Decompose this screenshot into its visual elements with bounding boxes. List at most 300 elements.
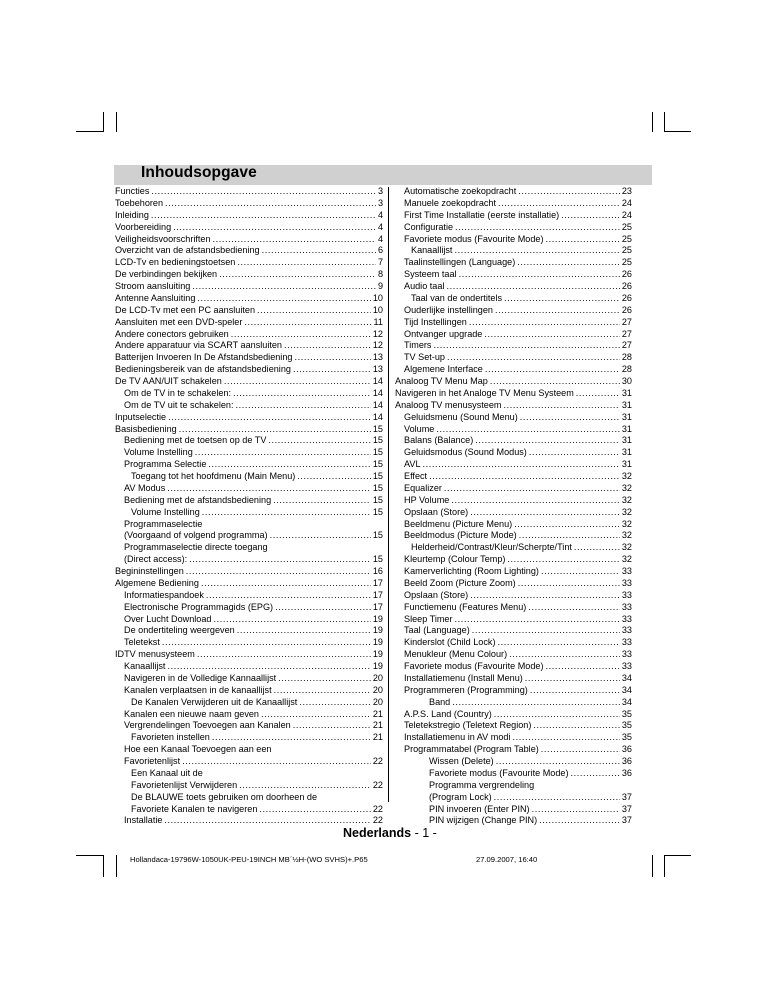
toc-leader-dots [429,471,620,483]
crop-mark [76,131,103,132]
toc-entry [395,519,632,531]
toc-leader-dots [233,388,371,400]
toc-entry [115,424,383,436]
toc-entry [395,234,632,246]
toc-entry-label: Een Kanaal uit de [131,767,203,778]
toc-leader-dots [213,234,376,246]
toc-entry-label: Andere apparatuur via SCART aansluiten [115,340,282,351]
toc-entry-label: Programmeren (Programming) [404,684,528,695]
toc-entry [115,293,383,305]
toc-entry-label: Geluidsmodus (Sound Modus) [404,447,527,458]
toc-entry [395,602,632,614]
toc-entry-page: 31 [621,459,632,470]
toc-entry-page: 31 [621,423,632,434]
toc-entry-label: AV Modus [124,482,166,493]
toc-entry-label: Kinderslot (Child Lock) [404,637,496,648]
toc-leader-dots [454,245,619,257]
toc-entry-label: Ontvanger upgrade [404,328,483,339]
toc-entry-label: Programma vergrendeling [429,779,535,790]
toc-entry-label: Opslaan (Store) [404,506,469,517]
toc-entry [395,245,632,257]
toc-leader-dots [275,602,371,614]
toc-leader-dots [539,815,620,827]
toc-entry-label: Audio taal [404,281,445,291]
toc-leader-dots [273,495,371,507]
toc-entry-page: 36 [621,756,632,766]
toc-entry-page: 37 [621,803,632,814]
toc-leader-dots [297,471,371,483]
toc-entry-label: HP Volume [404,494,450,505]
toc-entry-label: (Program Lock) [429,791,492,802]
toc-leader-dots [197,293,370,305]
toc-leader-dots [268,435,370,447]
toc-entry-label: Andere conectors gebruiken [115,328,229,339]
toc-entry-label: Vergrendelingen Toevoegen aan Kanalen [124,720,291,731]
toc-entry-page: 24 [621,197,632,208]
toc-entry-label: Programmatabel (Program Table) [404,744,539,755]
toc-entry-label: Configuratie [404,221,454,232]
toc-entry [115,637,383,649]
toc-entry-page: 34 [621,684,632,695]
toc-entry-label: Basisbediening [115,423,177,434]
toc-entry [115,720,383,732]
crop-mark [652,855,653,877]
toc-leader-dots [436,424,620,436]
toc-leader-dots [261,709,371,721]
toc-leader-dots [319,792,381,804]
toc-entry-page: 27 [621,328,632,339]
toc-leader-dots [470,507,620,519]
toc-entry-label: PIN wijzigen (Change PIN) [429,815,538,826]
toc-entry [395,566,632,578]
toc-leader-dots [447,352,620,364]
toc-entry-page: 26 [621,269,632,280]
toc-entry-page: 32 [621,530,632,541]
toc-entry [115,685,383,697]
toc-leader-dots [205,768,381,780]
toc-entry-page: 25 [621,221,632,232]
toc-entry-label: Favoriete modus (Favourite Mode) [404,233,544,244]
toc-entry [395,673,632,685]
toc-entry-page: 32 [621,482,632,493]
toc-leader-dots [293,364,371,376]
toc-entry-page: 10 [372,304,383,315]
toc-entry-label: Algemene Interface [404,364,483,375]
toc-entry-page: 4 [377,233,383,244]
toc-entry-page: 33 [621,601,632,612]
toc-entry-page: 33 [621,649,632,660]
toc-entry [115,554,383,566]
toc-entry [395,578,632,590]
toc-leader-dots [469,317,620,329]
toc-entry [395,459,632,471]
toc-entry-label: Systeem taal [404,269,457,280]
toc-entry [115,412,383,424]
toc-entry-page: 34 [621,672,632,683]
toc-entry-label: Informatiespandoek [124,589,204,600]
toc-leader-dots [189,554,371,566]
toc-leader-dots [186,566,371,578]
toc-leader-dots [208,459,370,471]
toc-entry-label: Favorietenlijst [124,756,181,766]
toc-entry-label: Overzicht van de afstandsbediening [115,245,260,256]
toc-entry-label: Taal (Language) [404,625,470,636]
toc-entry [395,400,632,412]
toc-entry-label: Geluidsmenu (Sound Menu) [404,411,518,422]
toc-entry-page: 31 [621,387,632,398]
toc-leader-dots [485,364,620,376]
toc-leader-dots [451,495,620,507]
toc-entry-label: Wissen (Delete) [429,756,494,766]
toc-entry-label: Programmaselectie directe toegang [124,542,268,553]
toc-entry [115,340,383,352]
toc-leader-dots [509,649,620,661]
toc-leader-dots [518,186,620,198]
toc-entry-label: De ondertiteling weergeven [124,625,235,636]
toc-entry-page: 32 [621,494,632,505]
toc-leader-dots [167,661,370,673]
toc-entry-label: Veiligheidsvoorschriften [115,233,211,244]
toc-leader-dots [433,340,619,352]
toc-entry [115,376,383,388]
toc-entry [115,578,383,590]
toc-entry [115,329,383,341]
toc-entry-page: 25 [621,233,632,244]
toc-entry-label: (Voorgaand of volgend programma) [124,530,268,541]
toc-leader-dots [192,281,376,293]
toc-entry-page: 11 [373,316,383,327]
toc-entry-label: Menukleur (Menu Colour) [404,649,508,660]
toc-entry [115,566,383,578]
toc-entry [115,483,383,495]
toc-entry-page: 31 [621,411,632,422]
toc-entry-page: 33 [621,566,632,576]
toc-entry-page: 31 [621,399,632,410]
toc-leader-dots [244,317,371,329]
toc-entry-page: 32 [621,542,632,553]
toc-entry [115,709,383,721]
toc-entry-page: 21 [372,708,383,719]
toc-entry [395,222,632,234]
crop-mark [664,855,665,877]
toc-entry [395,530,632,542]
toc-entry-label: Algemene Bediening [115,577,199,588]
toc-entry-page: 22 [372,779,383,790]
toc-leader-dots [182,756,371,768]
toc-leader-dots [452,697,620,709]
toc-leader-dots [262,245,376,257]
toc-leader-dots [197,649,371,661]
toc-leader-dots [284,340,371,352]
toc-entry [395,495,632,507]
toc-entry [115,649,383,661]
toc-entry-label: Analoog TV Menu Map [395,376,488,386]
crop-mark [76,855,103,856]
toc-leader-dots [213,614,370,626]
toc-entry-page: 26 [621,292,632,303]
toc-entry-page: 33 [621,661,632,671]
toc-entry-page: 15 [372,459,383,470]
print-slug-date: 27.09.2007, 16:40 [476,855,538,864]
toc-entry [395,590,632,602]
toc-entry-page: 10 [372,292,383,303]
toc-entry [395,376,632,388]
toc-entry-label: Favorietenlijst Verwijderen [131,779,238,790]
toc-entry-label: Kanaallijst [124,661,166,671]
toc-leader-dots [525,673,620,685]
toc-entry [395,186,632,198]
crop-mark [116,855,117,877]
toc-entry-label: Teletekstregio (Teletext Region) [404,720,532,731]
toc-entry [115,435,383,447]
toc-entry-label: First Time Installatie (eerste installatie) [404,209,560,220]
toc-entry [395,649,632,661]
toc-entry-label: Ouderlijke instellingen [404,304,493,315]
toc-entry [395,317,632,329]
toc-entry-label: Kamerverlichting (Room Lighting) [404,566,539,576]
toc-leader-dots [541,744,620,756]
toc-entry-label: Om de TV in te schakelen: [124,387,231,398]
toc-entry-page: 19 [372,661,383,671]
toc-leader-dots [484,329,620,341]
toc-entry-page: 6 [377,245,383,256]
toc-entry-page: 13 [372,364,383,375]
toc-entry-page: 15 [372,447,383,458]
toc-leader-dots [571,768,620,780]
toc-left-column [115,186,383,827]
toc-leader-dots [173,222,376,234]
toc-entry [395,435,632,447]
toc-entry [115,388,383,400]
toc-entry-label: Kanalen verplaatsen in de kanaallijst [124,684,272,695]
toc-entry [395,257,632,269]
toc-entry [115,234,383,246]
toc-entry [395,198,632,210]
toc-entry-page: 15 [372,423,383,434]
toc-entry-page: 19 [372,613,383,624]
toc-entry [395,661,632,673]
toc-leader-dots [204,519,381,531]
crop-mark [116,112,117,132]
toc-leader-dots [455,614,620,626]
toc-leader-dots [239,780,371,792]
toc-leader-dots [519,530,620,542]
toc-entry-label: Begininstellingen [115,566,184,576]
toc-entry-page: 28 [621,352,632,363]
toc-entry-page: 37 [621,815,632,826]
toc-entry-label: Favoriete modus (Favourite Mode) [429,767,569,778]
toc-entry-page: 37 [621,791,632,802]
toc-entry-page: 8 [377,269,383,280]
toc-entry-label: Om de TV uit te schakelen: [124,399,234,410]
toc-leader-dots [274,685,371,697]
toc-entry-label: Bedieningsbereik van de afstandsbediening [115,364,291,375]
toc-leader-dots [504,400,620,412]
toc-leader-dots [574,542,620,554]
toc-entry-page: 15 [372,530,383,541]
toc-entry-page: 35 [621,720,632,731]
toc-entry-page: 33 [621,589,632,600]
toc-entry-label: Band [429,696,451,707]
toc-entry-page: 27 [621,340,632,351]
toc-entry-page: 13 [372,352,383,363]
toc-leader-dots [507,554,619,566]
toc-entry [115,257,383,269]
toc-entry [395,281,632,293]
toc-leader-dots [536,780,630,792]
toc-entry-label: Bediening met de afstandsbediening [124,494,272,505]
toc-leader-dots [530,685,620,697]
crop-mark [664,855,691,856]
toc-entry-label: De TV AAN/UIT schakelen [115,376,222,386]
toc-entry [395,804,632,816]
toc-entry-page: 33 [621,577,632,588]
toc-entry-page: 15 [372,471,383,481]
toc-entry-label: Stroom aansluiting [115,281,191,291]
toc-entry-page: 31 [621,447,632,458]
toc-leader-dots [561,210,620,222]
toc-entry [115,519,383,531]
toc-leader-dots [219,269,376,281]
toc-leader-dots [237,625,371,637]
toc-entry [115,602,383,614]
toc-entry-label: Installatiemenu in AV modi [404,732,511,743]
crop-mark [664,131,691,132]
toc-entry-label: Programma Selectie [124,459,207,470]
toc-entry [395,483,632,495]
toc-entry-page: 15 [372,506,383,517]
toc-entry-page: 14 [372,399,383,410]
toc-entry-page: 28 [621,364,632,375]
toc-entry [115,471,383,483]
toc-entry [115,780,383,792]
toc-entry-page: 15 [372,554,383,565]
toc-entry-label: Favorieten instellen [131,732,210,743]
toc-entry-label: A.P.S. Land (Country) [404,708,492,719]
toc-entry [395,792,632,804]
toc-entry-label: TV Set-up [404,352,445,363]
toc-entry-label: (Direct access): [124,554,188,565]
toc-entry [395,625,632,637]
toc-entry [395,293,632,305]
toc-entry-page: 19 [372,649,383,660]
toc-leader-dots [195,447,371,459]
toc-entry-page: 15 [372,482,383,493]
crop-mark [652,112,653,132]
toc-entry-label: Bediening met de toetsen op de TV [124,435,267,446]
toc-entry-label: Manuele zoekopdracht [404,197,497,208]
toc-leader-dots [514,519,620,531]
toc-entry-page: 35 [621,732,632,743]
toc-entry-label: Kleurtemp (Colour Temp) [404,554,506,565]
toc-leader-dots [546,234,620,246]
toc-entry [395,507,632,519]
toc-entry-label: Navigeren in het Analoge TV Menu Systeem [395,387,574,398]
toc-entry [395,471,632,483]
toc-entry [115,804,383,816]
toc-leader-dots [533,720,620,732]
toc-leader-dots [546,661,620,673]
toc-leader-dots [494,709,620,721]
toc-entry-page: 22 [372,803,383,814]
crop-mark [664,112,665,132]
toc-leader-dots [231,329,371,341]
toc-entry-page: 25 [621,257,632,268]
toc-entry-label: Functiemenu (Features Menu) [404,601,527,612]
toc-entry-label: Tijd Instellingen [404,316,467,327]
toc-entry [115,222,383,234]
toc-leader-dots [576,388,620,400]
toc-entry-label: Beeldmodus (Picture Mode) [404,530,517,541]
toc-leader-dots [528,602,620,614]
toc-entry-page: 25 [621,245,632,256]
toc-entry [395,210,632,222]
toc-entry [395,554,632,566]
toc-entry-page: 33 [621,613,632,624]
toc-entry-page: 16 [372,566,383,576]
toc-entry [395,756,632,768]
toc-leader-dots [459,269,620,281]
toc-entry-page: 15 [372,494,383,505]
toc-entry-page: 22 [372,815,383,826]
toc-leader-dots [498,198,620,210]
toc-entry-page: 23 [621,186,632,196]
toc-entry-label: Antenne Aansluiting [115,292,196,303]
toc-entry-page: 20 [372,696,383,707]
toc-leader-dots [470,590,620,602]
toc-entry [395,329,632,341]
toc-entry-label: De BLAUWE toets gebruiken om doorheen de [131,791,318,802]
toc-leader-dots [497,637,619,649]
toc-leader-dots [179,424,371,436]
toc-leader-dots [257,305,371,317]
toc-entry-label: Volume Instelling [131,506,200,517]
toc-leader-dots [278,673,371,685]
toc-entry-page: 35 [621,708,632,719]
toc-entry-page: 32 [621,471,632,481]
toc-entry-page: 17 [372,601,383,612]
toc-entry [115,447,383,459]
toc-entry-label: Installatie [124,815,163,826]
toc-leader-dots [237,257,376,269]
toc-entry [395,305,632,317]
toc-entry-page: 19 [372,625,383,636]
toc-entry [395,780,632,792]
toc-entry-page: 36 [621,767,632,778]
toc-entry-page: 32 [621,506,632,517]
toc-entry [395,732,632,744]
toc-entry-label: LCD-Tv en bedieningstoetsen [115,257,236,268]
toc-leader-dots [151,210,376,222]
toc-right-column [395,186,632,827]
toc-entry-label: Automatische zoekopdracht [404,186,517,196]
toc-entry [395,542,632,554]
toc-entry [395,697,632,709]
toc-entry-page: 17 [372,577,383,588]
toc-entry [115,673,383,685]
toc-entry-label: Analoog TV menusysteem [395,399,502,410]
toc-leader-dots [541,566,620,578]
toc-entry [115,352,383,364]
toc-entry [395,744,632,756]
toc-entry [115,364,383,376]
toc-entry-label: Helderheid/Contrast/Kleur/Scherpte/Tint [411,542,572,553]
toc-entry-label: Functies [115,186,150,196]
toc-entry-label: Navigeren in de Volledige Kannaallijst [124,672,277,683]
toc-entry [395,447,632,459]
page-title: Inhoudsopgave [141,164,257,181]
toc-entry [115,507,383,519]
